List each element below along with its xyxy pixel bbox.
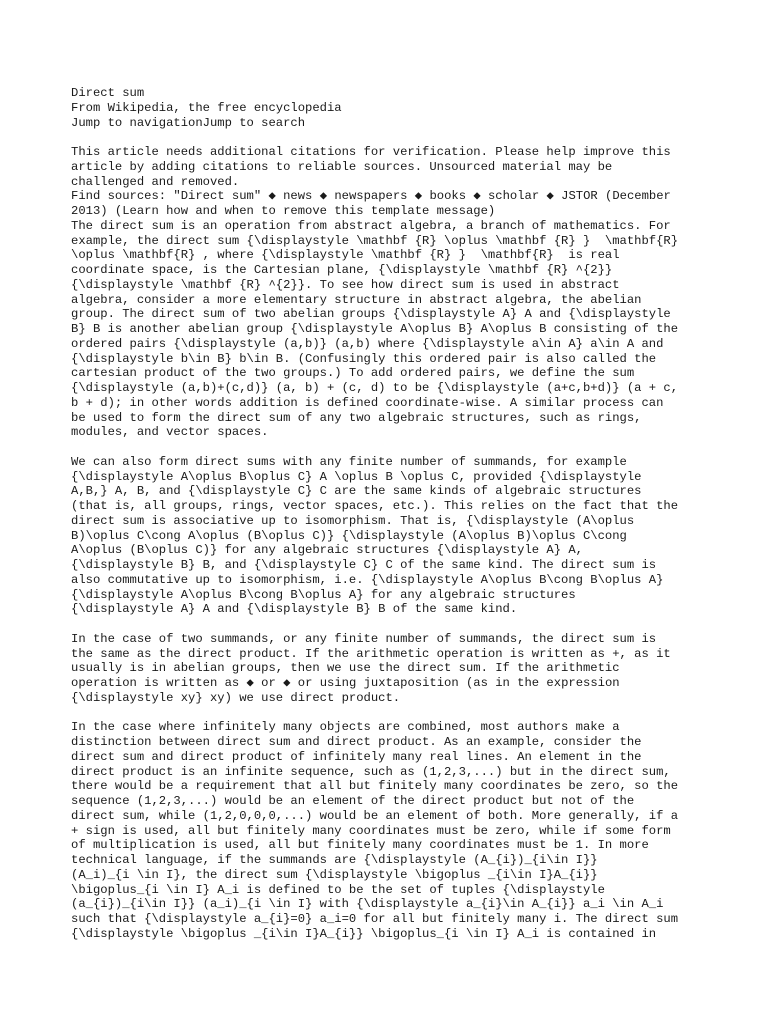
text-line: such that {\displaystyle a_{i}=0} a_i=0 for all but finitely many i. The direct sum: [71, 912, 679, 926]
text-line: (that is, all groups, rings, vector spaces, etc.). This relies on the fact that the: [71, 499, 679, 513]
spacer: [71, 706, 711, 721]
text-line: distinction between direct sum and direct product. As an example, consider the: [71, 735, 642, 749]
spacer: [71, 130, 711, 145]
text-line: {\displaystyle b\in B} b\in B. (Confusingly this ordered pair is also called the: [71, 351, 657, 366]
text-line: example, the direct sum {\displaystyle \mathbf {R} \oplus \mathbf {R} } \mathbf{R}: [71, 233, 679, 248]
text-line: technical language, if the summands are {\displaystyle (A_{i})_{i\in I}}: [71, 853, 598, 867]
text-line: ordered pairs {\displaystyle (a,b)} (a,b) where {\displaystyle a\in A} a\in A and: [71, 336, 664, 351]
text-line: {\displaystyle A\oplus B\cong B\oplus A} for any algebraic structures: [71, 587, 576, 602]
text-line: coordinate space, is the Cartesian plane, {\displaystyle \mathbf {R} ^{2}}: [71, 263, 613, 277]
text-line: A,B,} A, B, and {\displaystyle C} C are the same kinds of algebraic structures: [71, 484, 642, 499]
paragraph-3: [71, 632, 711, 706]
jump-links[interactable]: Jump to navigationJump to search: [71, 115, 306, 130]
text-line: cartesian product of the two groups.) To add ordered pairs, we define the sum: [71, 366, 635, 381]
text-line: group. The direct sum of two abelian groups {\displaystyle A} A and {\displaystyle: [71, 307, 671, 322]
text-line: usually is in abelian groups, then we use the direct sum. If the arithmetic: [71, 661, 620, 676]
text-line: \bigoplus_{i \in I} A_i is defined to be the set of tuples {\displaystyle: [71, 882, 605, 897]
text-line: {\displaystyle xy} xy) we use direct product.: [71, 690, 401, 705]
text-line: direct sum, while (1,2,0,0,0,...) would be an element of both. More generally, if a: [71, 808, 679, 823]
text-line: of multiplication is used, all but finitely many coordinates must be 1. In more: [71, 838, 649, 853]
text-line: \oplus \mathbf{R} , where {\displaystyle \mathbf {R} } \mathbf{R} is real: [71, 248, 620, 263]
text-line: {\displaystyle B} B, and {\displaystyle C} C of the same kind. The direct sum is: [71, 558, 657, 572]
article-title: Direct sum: [71, 86, 145, 100]
notice-line: Find sources: "Direct sum" ◆ news ◆ newspapers ◆ books ◆ scholar ◆ JSTOR (December: [71, 189, 671, 204]
text-line: the same as the direct product. If the arithmetic operation is written as +, as it: [71, 646, 671, 661]
text-line: In the case where infinitely many objects are combined, most authors make a: [71, 720, 620, 735]
text-line: there would be a requirement that all but finitely many coordinates be zero, so the: [71, 779, 679, 794]
text-line: The direct sum is an operation from abstract algebra, a branch of mathematics. For: [71, 218, 671, 233]
text-line: (a_{i})_{i\in I}} (a_i)_{i \in I} with {\displaystyle a_{i}\in A_{i}} a_i \in A_i: [71, 897, 664, 912]
text-line: {\displaystyle \mathbf {R} ^{2}}. To see how direct sum is used in abstract: [71, 277, 620, 292]
text-line: operation is written as ◆ or ◆ or using juxtaposition (as in the expression: [71, 676, 620, 690]
text-line: modules, and vector spaces.: [71, 425, 269, 440]
paragraph-2: [71, 455, 711, 617]
notice-line: This article needs additional citations for verification. Please help improve this: [71, 145, 671, 159]
notice-line: article by adding citations to reliable sources. Unsourced material may be: [71, 159, 613, 174]
text-line: be used to form the direct sum of any two algebraic structures, such as rings,: [71, 410, 642, 425]
citation-notice: [71, 145, 711, 219]
notice-line: 2013) (Learn how and when to remove this template message): [71, 204, 496, 218]
text-line: We can also form direct sums with any finite number of summands, for example: [71, 454, 627, 469]
document-page: [71, 86, 711, 942]
text-line: direct sum is associative up to isomorphism. That is, {\displaystyle (A\oplus: [71, 513, 635, 528]
text-line: In the case of two summands, or any finite number of summands, the direct sum is: [71, 631, 657, 646]
paragraph-1: [71, 219, 711, 440]
text-line: A\oplus (B\oplus C)} for any algebraic structures {\displaystyle A} A,: [71, 543, 583, 558]
text-line: B} B is another abelian group {\displaystyle A\oplus B} A\oplus B consisting of the: [71, 322, 679, 336]
text-line: + sign is used, all but finitely many coordinates must be zero, while if some form: [71, 823, 671, 838]
text-line: sequence (1,2,3,...) would be an element of the direct product but not of the: [71, 794, 635, 808]
text-line: B)\oplus C\cong A\oplus (B\oplus C)} {\displaystyle (A\oplus B)\oplus C\cong: [71, 528, 627, 543]
text-line: direct product is an infinite sequence, such as (1,2,3,...) but in the direct sum,: [71, 764, 671, 779]
text-line: {\displaystyle (a,b)+(c,d)} (a, b) + (c, d) to be {\displaystyle (a+c,b+d)} (a + c,: [71, 381, 679, 395]
article-source: From Wikipedia, the free encyclopedia: [71, 100, 342, 115]
spacer: [71, 617, 711, 632]
text-line: direct sum and direct product of infinitely many real lines. An element in the: [71, 749, 642, 764]
text-line: algebra, consider a more elementary structure in abstract algebra, the abelian: [71, 292, 642, 307]
text-line: b + d); in other words addition is defined coordinate-wise. A similar process can: [71, 395, 664, 410]
text-line: also commutative up to isomorphism, i.e. {\displaystyle A\oplus B\cong B\oplus A}: [71, 572, 664, 587]
text-line: (A_i)_{i \in I}, the direct sum {\displaystyle \bigoplus _{i\in I}A_{i}}: [71, 867, 598, 882]
text-line: {\displaystyle A\oplus B\oplus C} A \oplus B \oplus C, provided {\displaystyle: [71, 469, 642, 484]
paragraph-4: [71, 720, 711, 941]
notice-line: challenged and removed.: [71, 174, 240, 189]
spacer: [71, 440, 711, 455]
text-line: {\displaystyle \bigoplus _{i\in I}A_{i}} \bigoplus_{i \in I} A_i is contained in: [71, 926, 657, 941]
text-line: {\displaystyle A} A and {\displaystyle B} B of the same kind.: [71, 602, 518, 617]
